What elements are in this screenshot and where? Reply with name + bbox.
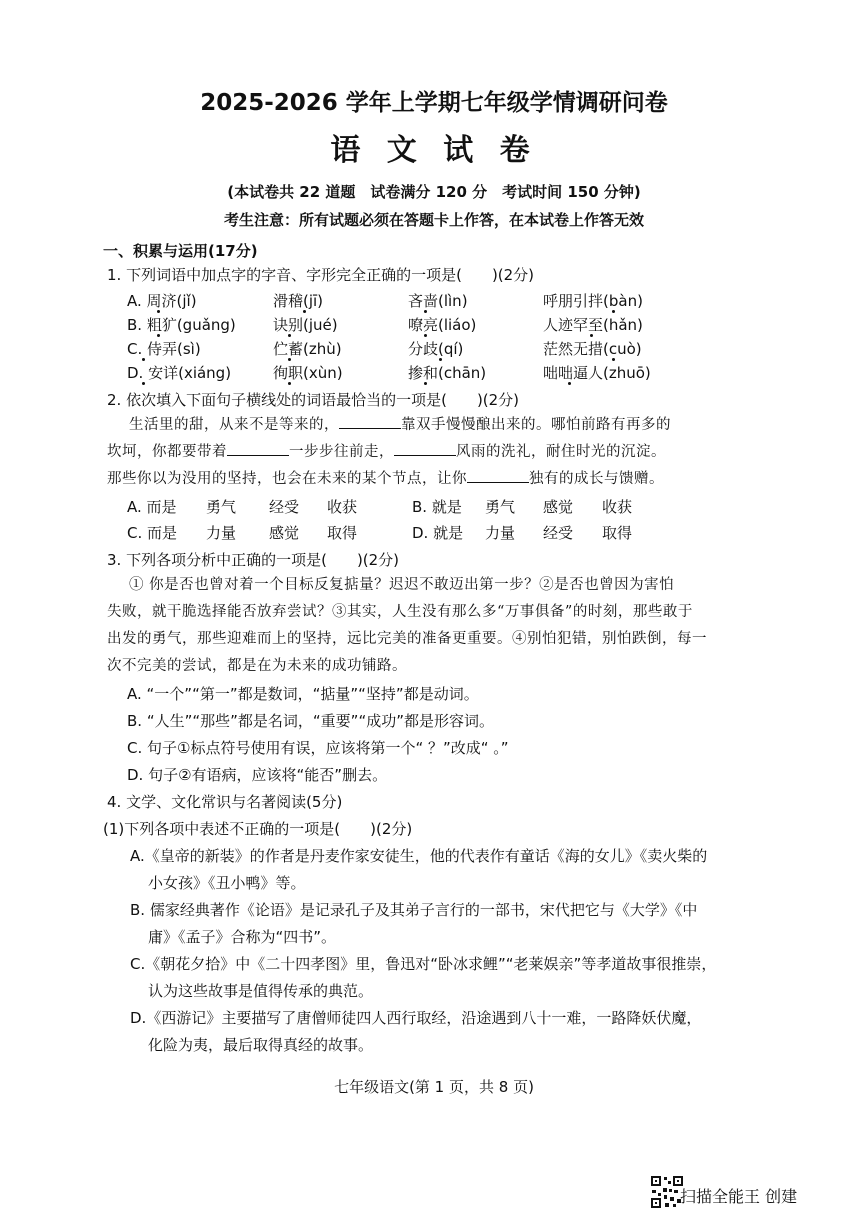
q1-a-3: 吝啬(lìn) bbox=[408, 292, 468, 310]
question-1-stem: 1. 下列词语中加点字的字音、字形完全正确的一项是( )(2分) bbox=[107, 266, 535, 284]
q2-c-2: 力量 bbox=[206, 524, 237, 542]
q2-b-4: 收获 bbox=[602, 498, 633, 516]
q1-d-3: 掺和(chān) bbox=[408, 364, 487, 382]
q3-passage-line-2: 失败，就干脆选择能否放弃尝试？③其实，人生没有那么多“万事俱备”的时刻，那些敢于 bbox=[107, 604, 693, 620]
q2-a-4: 收获 bbox=[327, 498, 358, 516]
subject-title: 语 文 试 卷 bbox=[330, 133, 538, 168]
q2-passage-line-1: 生活里的甜，从来不是等来的， 靠双手慢慢酿出来的。哪怕前路有再多的 bbox=[129, 417, 671, 433]
q2-b-1: B. 就是 bbox=[412, 498, 462, 516]
q1-c-3: 分歧(qí) bbox=[408, 340, 464, 358]
emphasis-dot bbox=[303, 310, 306, 313]
emphasis-dot bbox=[612, 310, 615, 313]
qr-code-icon bbox=[650, 1175, 684, 1209]
q3-passage-line-3: 出发的勇气，那些迎难而上的坚持，远比完美的准备更重要。④别怕犯错，别怕跌倒，每一 bbox=[107, 631, 707, 647]
q4-option-a-line-1: A.《皇帝的新装》的作者是丹麦作家安徒生，他的代表作有童话《海的女儿》《卖火柴的 bbox=[130, 847, 708, 865]
question-3-stem: 3. 下列各项分析中正确的一项是( )(2分) bbox=[107, 551, 400, 569]
page-footer: 七年级语文(第 1 页，共 8 页) bbox=[334, 1078, 534, 1096]
q4-option-b-line-1: B. 儒家经典著作《论语》是记录孔子及其弟子言行的一部书，宋代把它与《大学》《中 bbox=[130, 901, 698, 919]
q2-a-2: 勇气 bbox=[206, 498, 237, 516]
q1-b-2: 诀别(jué) bbox=[273, 316, 338, 334]
emphasis-dot bbox=[424, 334, 427, 337]
exam-notice: 考生注意：所有试题必须在答题卡上作答，在本试卷上作答无效 bbox=[223, 211, 644, 229]
q2-b-2: 勇气 bbox=[485, 498, 516, 516]
q1-c-2: 伫蓄(zhù) bbox=[273, 340, 342, 358]
q1-a-1: A. 周济(jǐ) bbox=[127, 292, 197, 310]
q3-option-a: A. “一个”“第一”都是数词，“掂量”“坚持”都是动词。 bbox=[127, 685, 479, 703]
emphasis-dot bbox=[157, 310, 160, 313]
q1-b-3: 嘹亮(liáo) bbox=[408, 316, 477, 334]
q2-passage-line-3: 那些你以为没用的坚持，也会在未来的某个节点，让你 独有的成长与馈赠。 bbox=[107, 471, 664, 487]
fill-blank-1[interactable] bbox=[339, 416, 401, 429]
emphasis-dot bbox=[157, 334, 160, 337]
q2-a-3: 经受 bbox=[269, 498, 300, 516]
emphasis-dot bbox=[439, 358, 442, 361]
q4-option-b-line-2: 庸》《孟子》合称为“四书”。 bbox=[148, 928, 337, 946]
q1-b-1: B. 粗犷(guǎng) bbox=[127, 316, 236, 334]
q4-option-d-line-2: 化险为夷，最后取得真经的故事。 bbox=[148, 1036, 374, 1054]
fill-blank-3[interactable] bbox=[394, 443, 456, 456]
question-2-stem: 2. 依次填入下面句子横线处的词语最恰当的一项是( )(2分) bbox=[107, 391, 520, 409]
q1-a-2: 滑稽(jī) bbox=[273, 292, 324, 310]
emphasis-dot bbox=[142, 382, 145, 385]
fill-blank-2[interactable] bbox=[227, 443, 289, 456]
emphasis-dot bbox=[424, 382, 427, 385]
emphasis-dot bbox=[288, 382, 291, 385]
emphasis-dot bbox=[288, 334, 291, 337]
q3-option-c: C. 句子①标点符号使用有误，应该将第一个“ ？”改成“ 。” bbox=[127, 739, 509, 757]
question-4-1-stem: (1)下列各项中表述不正确的一项是( )(2分) bbox=[103, 820, 413, 838]
q2-passage-line-2: 坎坷，你都要带着 一步步往前走， 风雨的洗礼，耐住时光的沉淀。 bbox=[107, 444, 666, 460]
q3-passage-line-4: 次不完美的尝试，都是在为未来的成功铺路。 bbox=[107, 658, 407, 674]
q1-a-4: 呼朋引拌(bàn) bbox=[543, 292, 643, 310]
q2-c-3: 感觉 bbox=[269, 524, 300, 542]
section-heading: 一、积累与运用(17分) bbox=[103, 242, 258, 260]
emphasis-dot bbox=[590, 334, 593, 337]
q2-d-4: 取得 bbox=[602, 524, 633, 542]
fill-blank-4[interactable] bbox=[467, 470, 529, 483]
q2-c-1: C. 而是 bbox=[127, 524, 178, 542]
q2-b-3: 感觉 bbox=[543, 498, 574, 516]
q2-c-4: 取得 bbox=[327, 524, 358, 542]
emphasis-dot bbox=[612, 358, 615, 361]
q1-c-1: C. 侍弄(sì) bbox=[127, 340, 201, 358]
q1-c-4: 茫然无措(cuò) bbox=[543, 340, 642, 358]
q1-d-2: 徇职(xùn) bbox=[273, 364, 343, 382]
emphasis-dot bbox=[424, 310, 427, 313]
q2-d-1: D. 就是 bbox=[412, 524, 464, 542]
exam-info: (本试卷共 22 道题 试卷满分 120 分 考试时间 150 分钟) bbox=[227, 183, 641, 201]
emphasis-dot bbox=[568, 382, 571, 385]
exam-title: 2025-2026 学年上学期七年级学情调研问卷 bbox=[200, 90, 668, 116]
q3-option-d: D. 句子②有语病，应该将“能否”删去。 bbox=[127, 766, 388, 784]
scanner-watermark: 扫描全能王 创建 bbox=[680, 1187, 798, 1206]
q2-d-2: 力量 bbox=[485, 524, 516, 542]
q1-b-4: 人迹罕至(hǎn) bbox=[543, 316, 643, 334]
q4-option-c-line-1: C.《朝花夕拾》中《二十四孝图》里，鲁迅对“卧冰求鲤”“老莱娱亲”等孝道故事很推崇， bbox=[130, 955, 717, 973]
q4-option-c-line-2: 认为这些故事是值得传承的典范。 bbox=[148, 982, 374, 1000]
q3-option-b: B. “人生”“那些”都是名词，“重要”“成功”都是形容词。 bbox=[127, 712, 494, 730]
q2-d-3: 经受 bbox=[543, 524, 574, 542]
q4-option-a-line-2: 小女孩》《丑小鸭》等。 bbox=[148, 874, 306, 892]
emphasis-dot bbox=[288, 358, 291, 361]
q1-d-1: D. 安详(xiáng) bbox=[127, 364, 232, 382]
q4-option-d-line-1: D.《西游记》主要描写了唐僧师徒四人西行取经，沿途遇到八十一难，一路降妖伏魔， bbox=[130, 1009, 702, 1027]
q1-d-4: 咄咄逼人(zhuō) bbox=[543, 364, 651, 382]
q2-a-1: A. 而是 bbox=[127, 498, 177, 516]
question-4-stem: 4. 文学、文化常识与名著阅读(5分) bbox=[107, 793, 343, 811]
emphasis-dot bbox=[142, 358, 145, 361]
q3-passage-line-1: ① 你是否也曾对着一个目标反复掂量？迟迟不敢迈出第一步？②是否也曾因为害怕 bbox=[129, 577, 675, 593]
